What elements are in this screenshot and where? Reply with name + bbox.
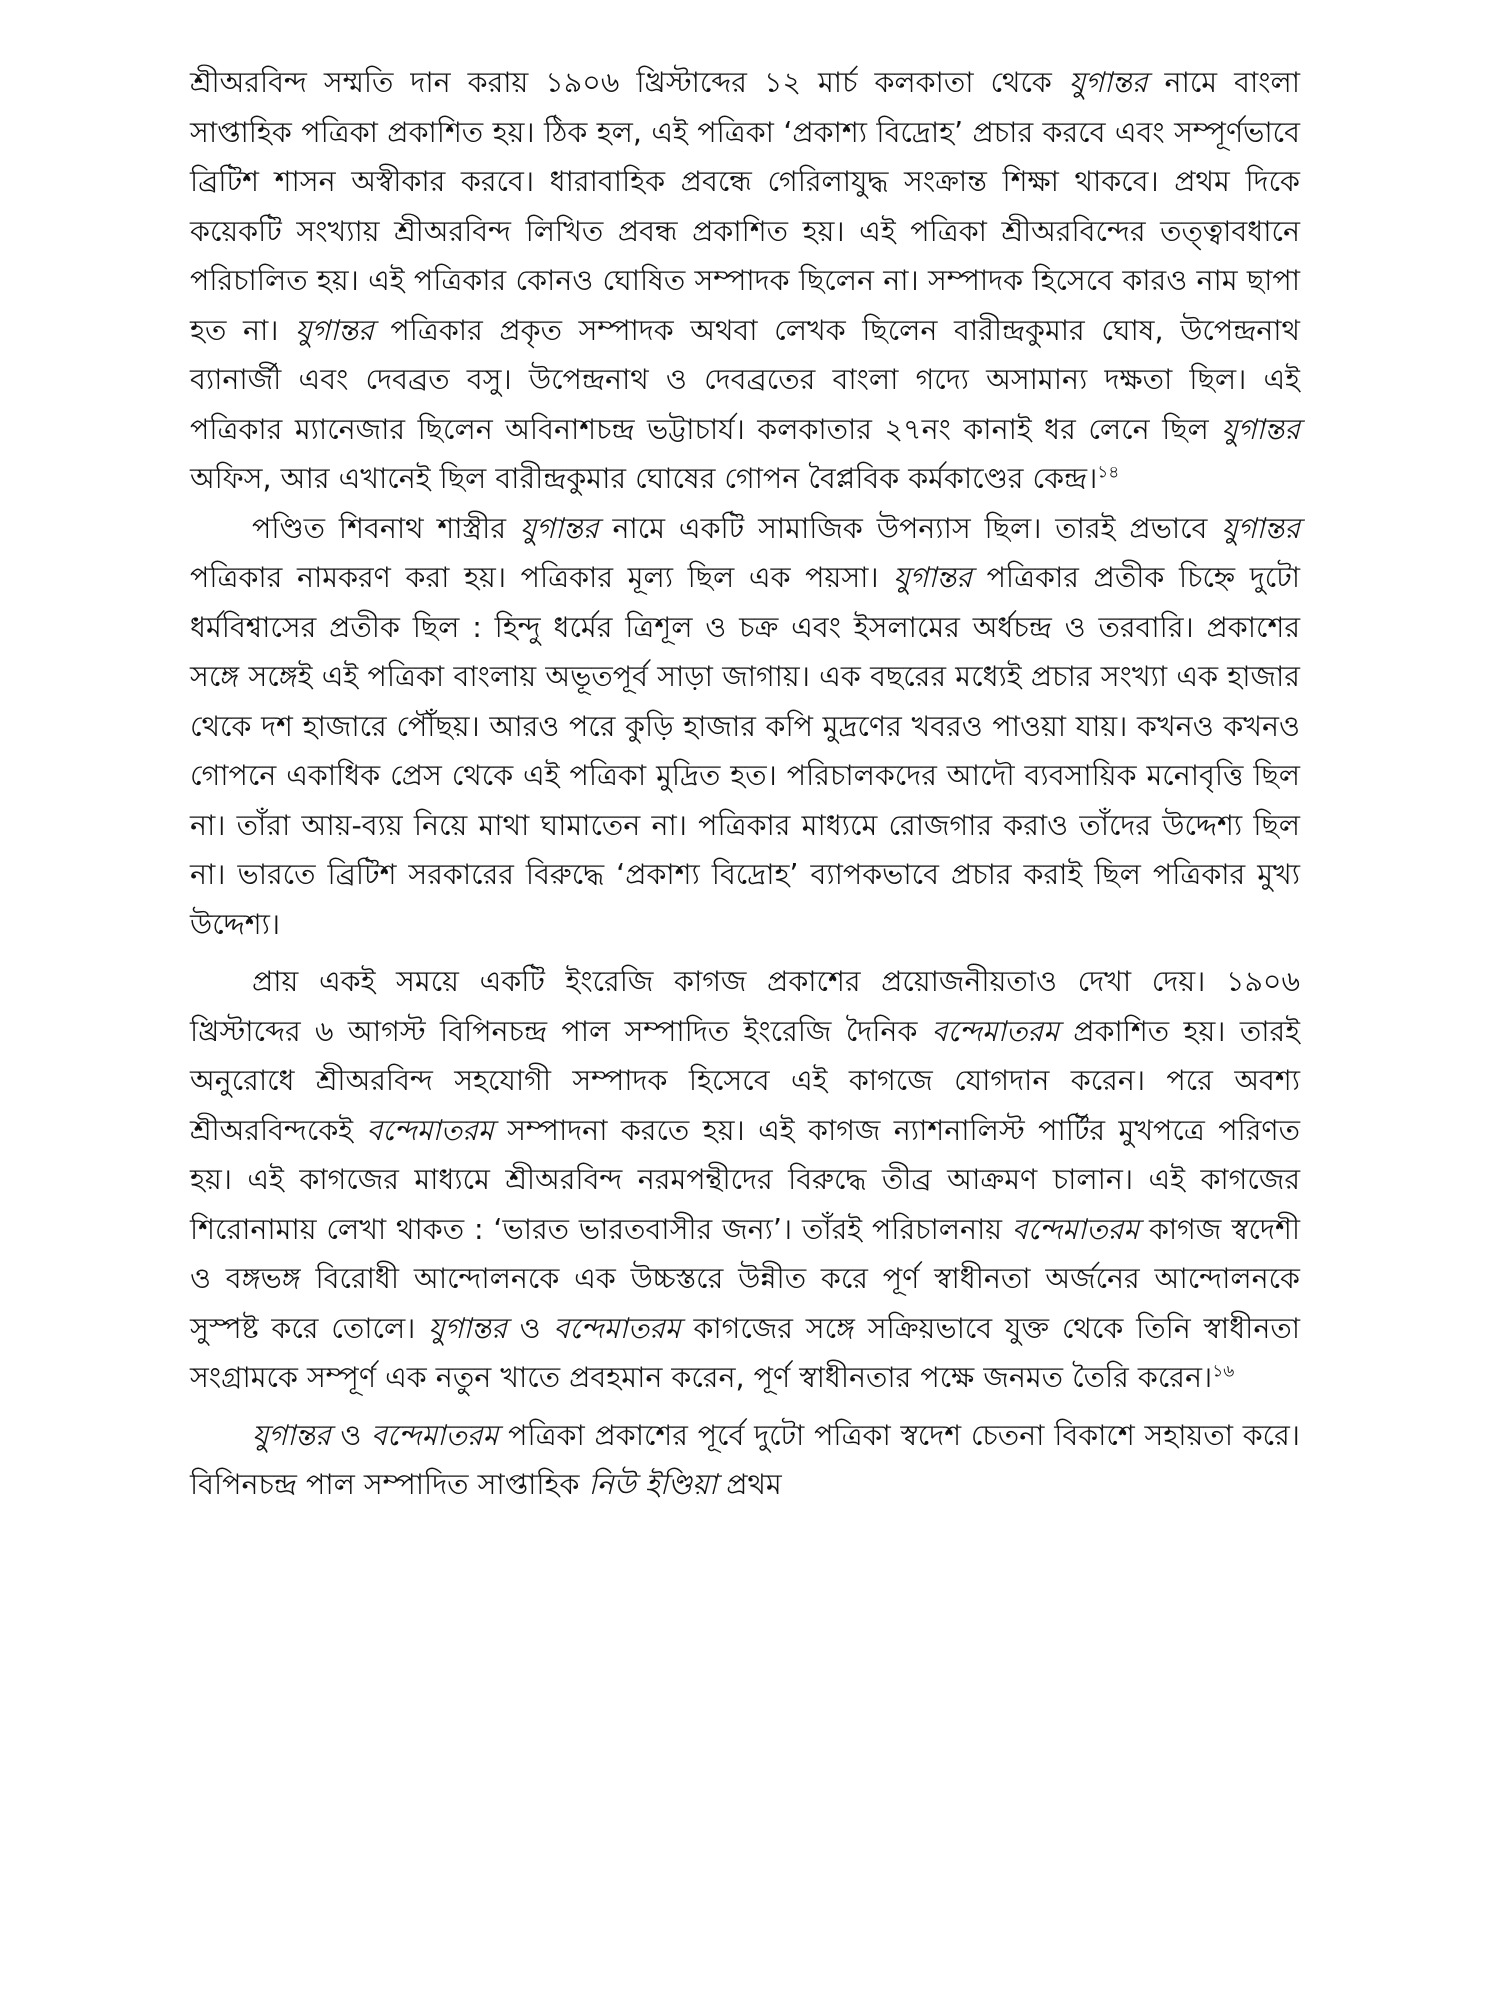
paragraph-text: সম্পাদনা করতে হয়। এই কাগজ ন্যাশনালিস্ট পার্টির মুখপত্রে পরিণত হয়। এই কাগজের মাধ্যমে শ্রীঅরবিন্দ নরমপন্থীদের বিরুদ্ধে তীব্র আক্রমণ চালান। এই কাগজের শিরোনামায় লেখা থাকত : ‘ভারত ভারতবাসীর জন্য’। তাঁরই পরিচালনায় <box>190 1113 1300 1246</box>
paragraph-text: পত্রিকা প্রকাশের পূর্বে দুটো পত্রিকা স্বদেশ চেতনা বিকাশে সহায়তা করে। বিপিনচন্দ্র পাল সম্পাদিত সাপ্তাহিক <box>190 1418 1300 1501</box>
italic-title-text: বন্দেমাতরম <box>1011 1212 1140 1246</box>
paragraph-bande-mataram <box>190 957 1300 1403</box>
italic-title-text: যুগান্তর <box>428 1311 507 1345</box>
paragraph-text: প্রকাশিত হয়। তারই অনুরোধে শ্রীঅরবিন্দ সহযোগী সম্পাদক হিসেবে এই কাগজে যোগদান করেন। পরে অবশ্য শ্রীঅরবিন্দকেই <box>190 1014 1300 1147</box>
paragraph-text: ও <box>506 1311 554 1345</box>
paragraph-text: পত্রিকার নামকরণ করা হয়। পত্রিকার মূল্য ছিল এক পয়সা। <box>190 561 894 594</box>
italic-title-text: যুগান্তর <box>252 1418 331 1452</box>
italic-title-text: যুগান্তর <box>519 511 599 545</box>
paragraph-text: কাগজের সঙ্গে সক্রিয়ভাবে যুক্ত থেকে তিনি স্বাধীনতা সংগ্রামকে সম্পূর্ণ এক নতুন খাতে প্রবহমান করেন, পূর্ণ স্বাধীনতার পক্ষে জনমত তৈরি করেন। <box>190 1311 1300 1394</box>
italic-title-text: বন্দেমাতরম <box>366 1113 494 1147</box>
italic-title-text: যুগান্তর <box>295 313 374 347</box>
paragraph-earlier-papers <box>190 1411 1300 1510</box>
paragraph-text: প্রথম <box>717 1468 782 1501</box>
footnote-marker: ১৬ <box>1212 1361 1235 1382</box>
paragraph-jugantar-naming <box>190 504 1300 950</box>
italic-title-text: যুগান্তর <box>1068 66 1148 99</box>
italic-title-text: বন্দেমাতরম <box>553 1311 681 1345</box>
paragraph-text: পণ্ডিত শিবনাথ শাস্ত্রীর <box>252 511 520 545</box>
italic-title-text: বন্দেমাতরম <box>931 1014 1059 1048</box>
book-page <box>190 58 1300 1510</box>
italic-title-text: বন্দেমাতরম <box>371 1418 499 1452</box>
paragraph-text: কাগজ স্বদেশী ও বঙ্গভঙ্গ বিরোধী আন্দোলনকে এক উচ্চস্তরে উন্নীত করে পূর্ণ স্বাধীনতা অর্জনের আন্দোলনকে সুস্পষ্ট করে তোলে। <box>190 1212 1300 1345</box>
italic-title-text: যুগান্তর <box>893 561 972 594</box>
footnote-marker: ১৪ <box>1097 462 1120 483</box>
italic-title-text: যুগান্তর <box>1221 412 1300 446</box>
paragraph-jugantar-founding <box>190 58 1300 504</box>
paragraph-text: অফিস, আর এখানেই ছিল বারীন্দ্রকুমার ঘোষের গোপন বৈপ্লবিক কর্মকাণ্ডের কেন্দ্র। <box>190 462 1098 495</box>
paragraph-text: প্রায় একই সময়ে একটি ইংরেজি কাগজ প্রকাশের প্রয়োজনীয়তাও দেখা দেয়। ১৯০৬ খ্রিস্টাব্দের ৬ আগস্ট বিপিনচন্দ্র পাল সম্পাদিত ইংরেজি দৈনিক <box>190 965 1300 1048</box>
italic-title-text: নিউ ইণ্ডিয়া <box>588 1468 718 1501</box>
paragraph-text: পত্রিকার প্রকৃত সম্পাদক অথবা লেখক ছিলেন বারীন্দ্রকুমার ঘোষ, উপেন্দ্রনাথ ব্যানার্জী এবং দেবব্রত বসু। উপেন্দ্রনাথ ও দেবব্রতের বাংলা গদ্যে অসামান্য দক্ষতা ছিল। এই পত্রিকার ম্যানেজার ছিলেন অবিনাশচন্দ্র ভট্টাচার্য। কলকাতার ২৭নং কানাই ধর লেনে ছিল <box>190 313 1300 446</box>
paragraph-text: শ্রীঅরবিন্দ সম্মতি দান করায় ১৯০৬ খ্রিস্টাব্দের ১২ মার্চ কলকাতা থেকে <box>190 66 1069 99</box>
italic-title-text: যুগান্তর <box>1221 511 1300 545</box>
paragraph-text: নামে বাংলা সাপ্তাহিক পত্রিকা প্রকাশিত হয়। ঠিক হল, এই পত্রিকা ‘প্রকাশ্য বিদ্রোহ’ প্রচার করবে এবং সম্পূর্ণভাবে ব্রিটিশ শাসন অস্বীকার করবে। ধারাবাহিক প্রবন্ধে গেরিলাযুদ্ধ সংক্রান্ত শিক্ষা থাকবে। প্রথম দিকে কয়েকটি সংখ্যায় শ্রীঅরবিন্দ লিখিত প্রবন্ধ প্রকাশিত হয়। এই পত্রিকা শ্রীঅরবিন্দের তত্ত্বাবধানে পরিচালিত হয়। এই পত্রিকার কোনও ঘোষিত সম্পাদক ছিলেন না। সম্পাদক হিসেবে কারও নাম ছাপা হত না। <box>190 66 1300 347</box>
paragraph-text: ও <box>330 1418 372 1452</box>
paragraph-text: নামে একটি সামাজিক উপন্যাস ছিল। তারই প্রভাবে <box>598 511 1222 545</box>
paragraph-text: পত্রিকার প্রতীক চিহ্নে দুটো ধর্মবিশ্বাসের প্রতীক ছিল : হিন্দু ধর্মের ত্রিশূল ও চক্র এবং ইসলামের অর্ধচন্দ্র ও তরবারি। প্রকাশের সঙ্গে সঙ্গেই এই পত্রিকা বাংলায় অভূতপূর্ব সাড়া জাগায়। এক বছরের মধ্যেই প্রচার সংখ্যা এক হাজার থেকে দশ হাজারে পৌঁছয়। আরও পরে কুড়ি হাজার কপি মুদ্রণের খবরও পাওয়া যায়। কখনও কখনও গোপনে একাধিক প্রেস থেকে এই পত্রিকা মুদ্রিত হত। পরিচালকদের আদৌ ব্যবসায়িক মনোবৃত্তি ছিল না। তাঁরা আয়-ব্যয় নিয়ে মাথা ঘামাতেন না। পত্রিকার মাধ্যমে রোজগার করাও তাঁদের উদ্দেশ্য ছিল না। ভারতে ব্রিটিশ সরকারের বিরুদ্ধে ‘প্রকাশ্য বিদ্রোহ’ ব্যাপকভাবে প্রচার করাই ছিল পত্রিকার মুখ্য উদ্দেশ্য। <box>190 561 1300 941</box>
